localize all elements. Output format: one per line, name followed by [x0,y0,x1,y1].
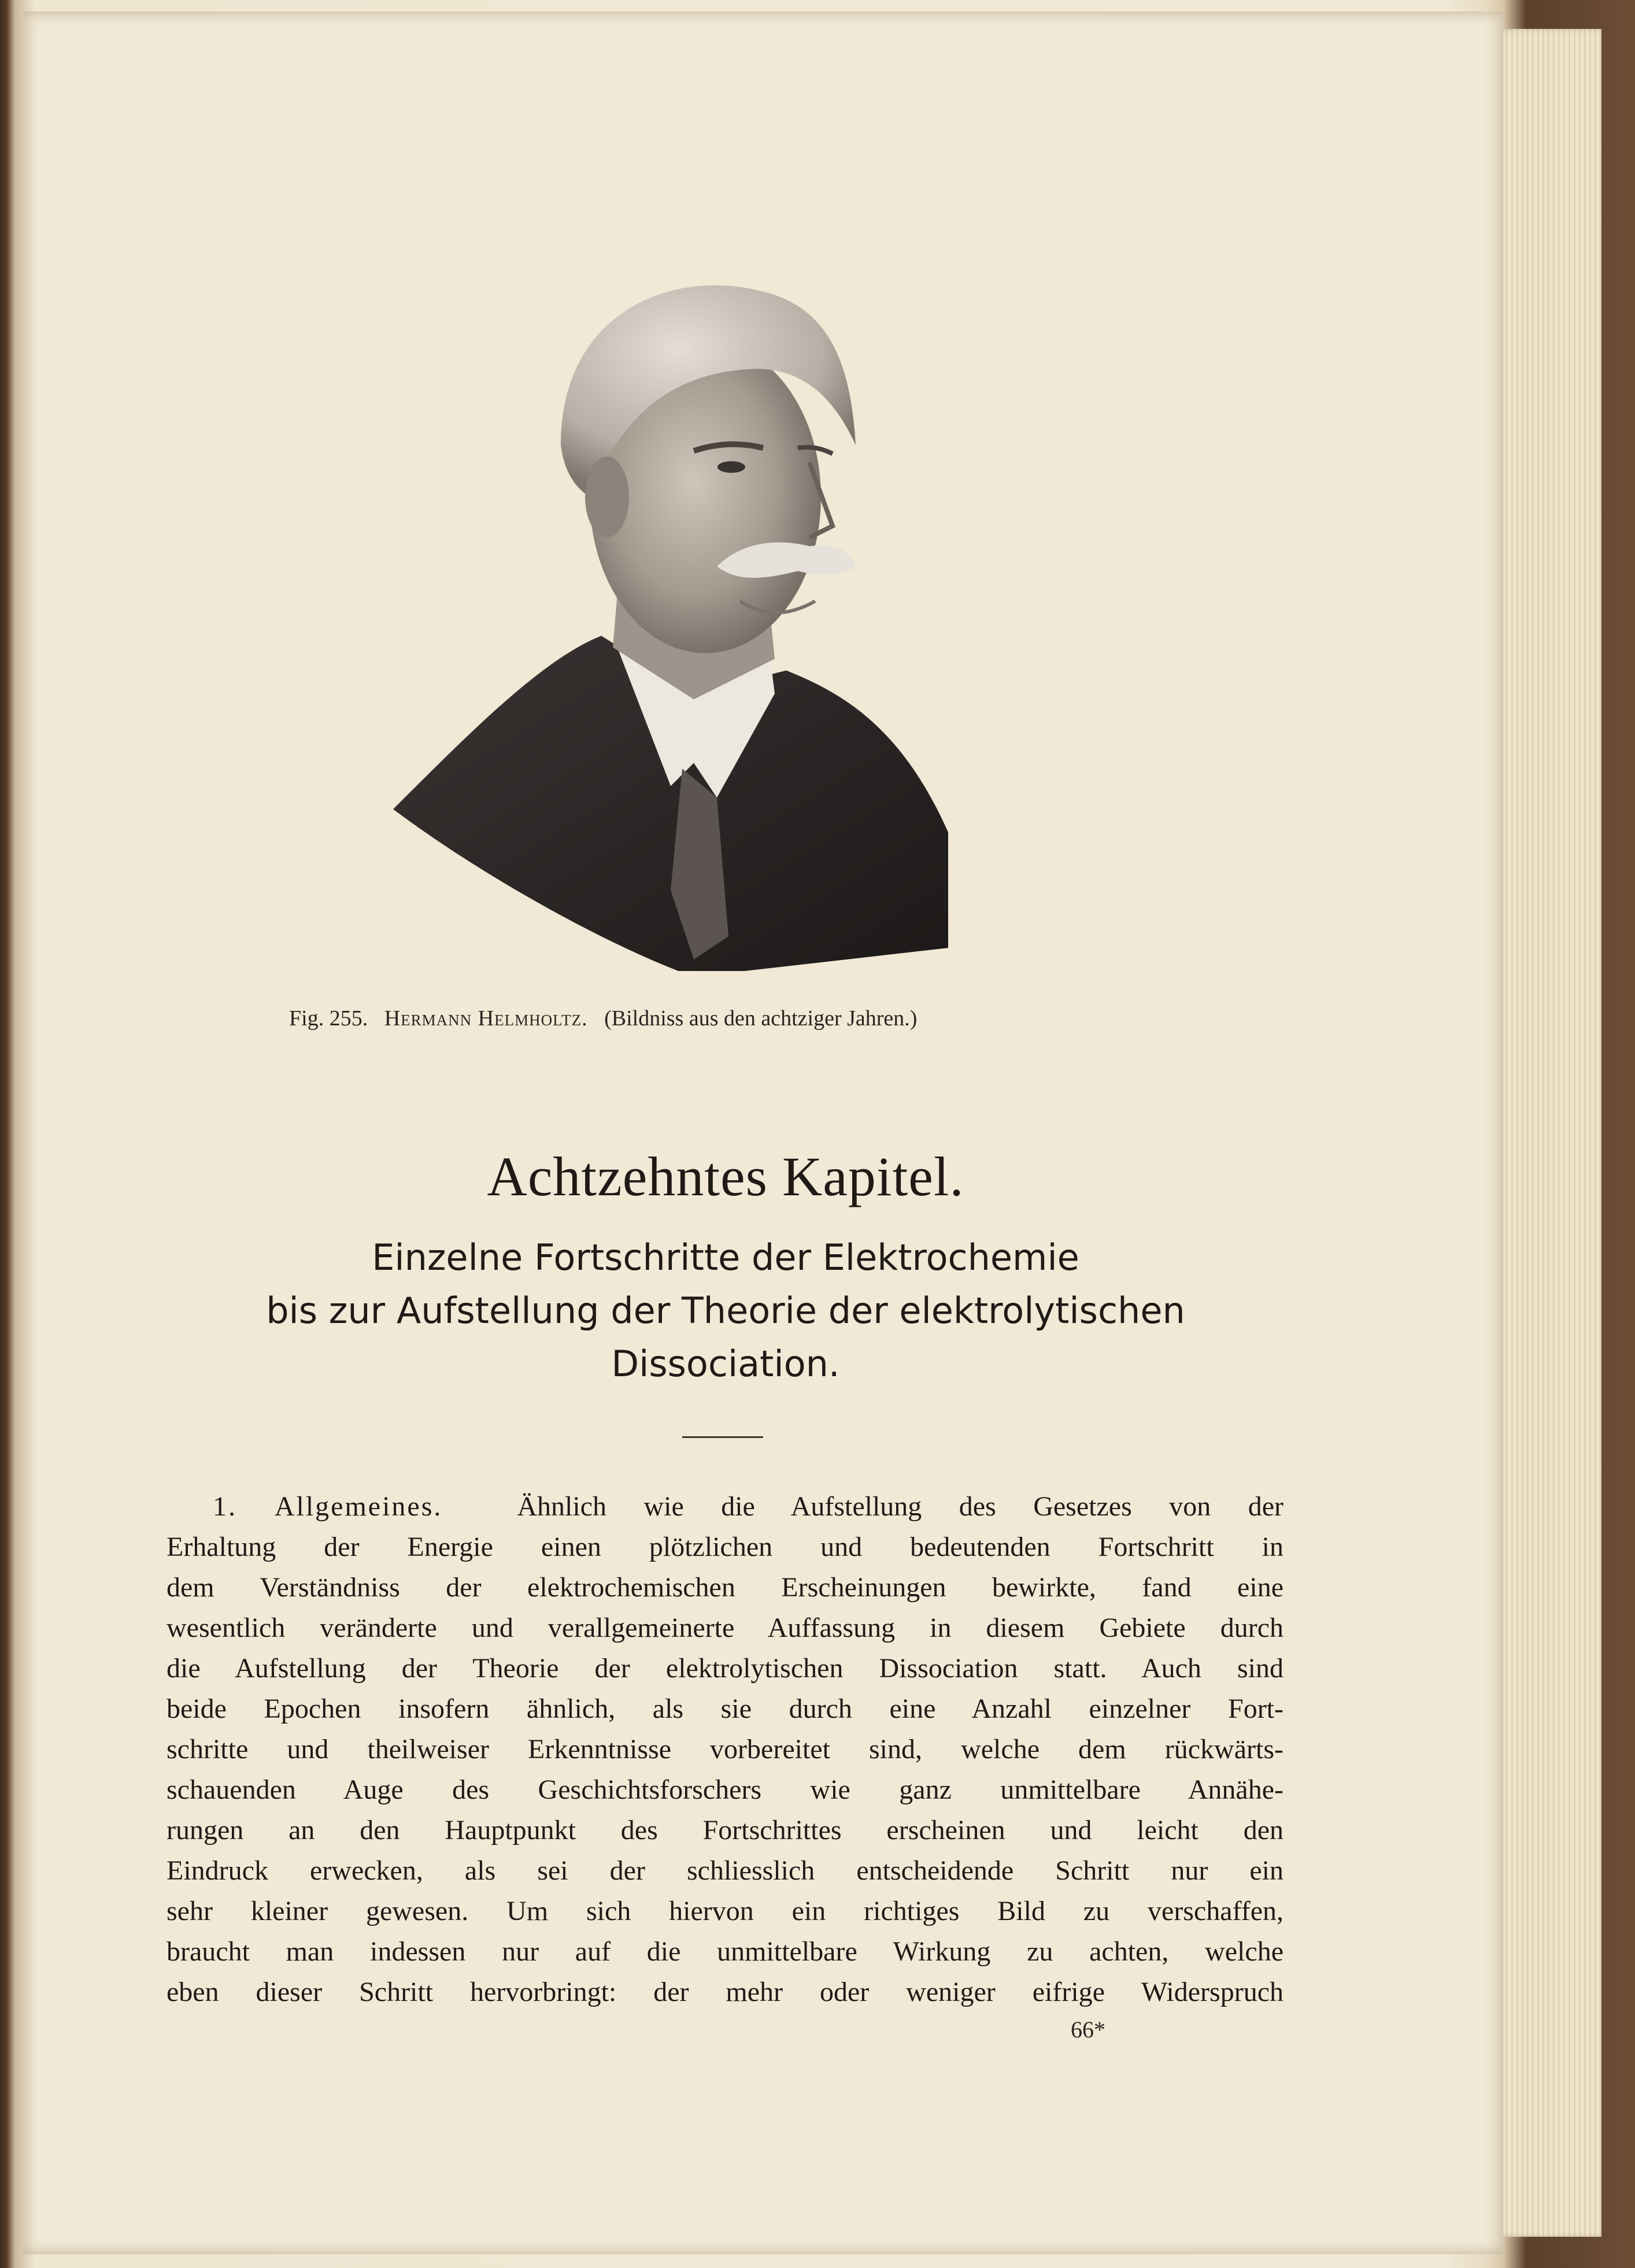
text-line: beide Epochen insofern ähnlich, als sie durch eine Anzahl einzelner Fort- [167,1693,1283,1724]
ear-shape [585,457,629,538]
text-line: dem Verständniss der elektrochemischen Erscheinungen bewirkte, fand eine [167,1572,1283,1603]
page-number: 66* [1071,2017,1105,2043]
figure-note: (Bildniss aus den achtziger Jahren.) [604,1006,918,1031]
text-line-content: Ähnlich wie die Aufstellung des Gesetzes von der [517,1491,1283,1522]
book-page [23,12,1503,2254]
text-line: sehr kleiner gewesen. Um sich hiervon ein richtiges Bild zu verschaffen, [167,1896,1283,1926]
figure-number: Fig. 255. [289,1006,368,1031]
text-line: rungen an den Hauptpunkt des Fortschrittes erscheinen und leicht den [167,1815,1283,1845]
chapter-subtitle-line: Dissociation. [611,1343,840,1385]
text-line: schritte und theilweiser Erkenntnisse vorbereitet sind, welche dem rückwärts- [167,1734,1283,1765]
figure-caption [289,1006,1214,1031]
section-heading: 1. Allgemeines. [213,1491,443,1522]
text-line: Eindruck erwecken, als sei der schliesslich entscheidende Schritt nur ein [167,1855,1283,1886]
section-divider [682,1436,763,1438]
text-line [213,1487,1283,1527]
chapter-subtitle-line: Einzelne Fortschritte der Elektrochemie [372,1236,1079,1278]
page-edges [1497,29,1601,2237]
text-line: eben dieser Schritt hervorbringt: der mehr oder weniger eifrige Widerspruch [167,1977,1283,2007]
chapter-subtitle-line: bis zur Aufstellung der Theorie der elektrolytischen [266,1289,1185,1332]
portrait-illustration [370,254,1064,971]
text-line: die Aufstellung der Theorie der elektrolytischen Dissociation statt. Auch sind [167,1653,1283,1684]
text-line: schauenden Auge des Geschichtsforschers wie ganz unmittelbare Annähe- [167,1774,1283,1805]
text-line: wesentlich veränderte und verallgemeinerte Auffassung in diesem Gebiete durch [167,1613,1283,1643]
text-line: Erhaltung der Energie einen plötzlichen und bedeutenden Fortschritt in [167,1532,1283,1562]
text-line: braucht man indessen nur auf die unmittelbare Wirkung zu achten, welche [167,1936,1283,1967]
chapter-title: Achtzehntes Kapitel. [487,1146,964,1207]
figure-name: Hermann Helmholtz. [384,1006,588,1031]
